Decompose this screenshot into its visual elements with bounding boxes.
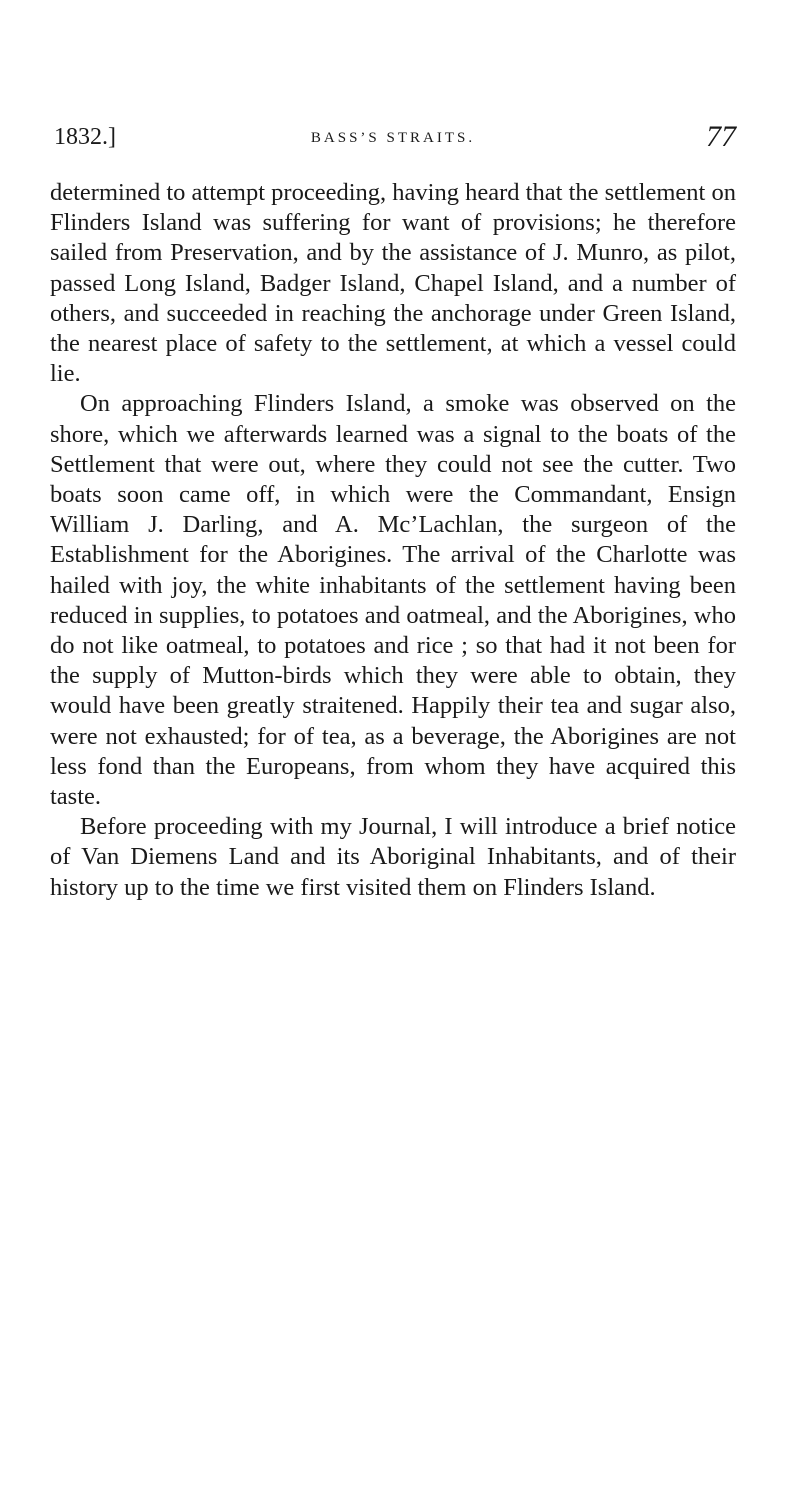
- body-text: [50, 178, 736, 903]
- paragraph-arrival: On approaching Flinders Island, a smoke was observed on the shore, which we afterwards learned was a signal to the boats of the Settlement that were out, where they could not see the cutter. Two boats soon came off, in which were the Commandant, Ensign William J. Darling, and A. Mc’Lachlan, the surgeon of the Establishment for the Aborigines. The arrival of the Charlotte was hailed with joy, the white inhabitants of the settlement having been reduced in supplies, to potatoes and oatmeal, and the Aborigines, who do not like oatmeal, to potatoes and rice ; so that had it not been for the supply of Mutton-birds which they were able to obtain, they would have been greatly straitened. Happily their tea and sugar also, were not exhausted; for of tea, as a beverage, the Aborigines are not less fond than the Europeans, from whom they have acquired this taste.: [50, 390, 736, 811]
- running-head: [50, 118, 736, 158]
- header-title: BASS’S STRAITS.: [310, 130, 476, 146]
- book-page: [50, 118, 736, 903]
- paragraph-continuation: determined to attempt proceeding, having heard that the settlement on Flinders Island was suffering for want of provisions; he therefore sailed from Preservation, and by the assistance of J. Munro, as pilot, passed Long Island, Badger Island, Chapel Island, and a number of others, and succeeded in reaching the anchorage under Green Island, the nearest place of safety to the settlement, at which a vessel could lie.: [50, 179, 736, 388]
- page-number: 77: [706, 120, 736, 153]
- header-year: 1832.]: [54, 124, 116, 150]
- paragraph-introduction: Before proceeding with my Journal, I will introduce a brief notice of Van Diemens Land and its Aboriginal Inhabitants, and of their history up to the time we first visited them on Flinders Island.: [50, 813, 736, 901]
